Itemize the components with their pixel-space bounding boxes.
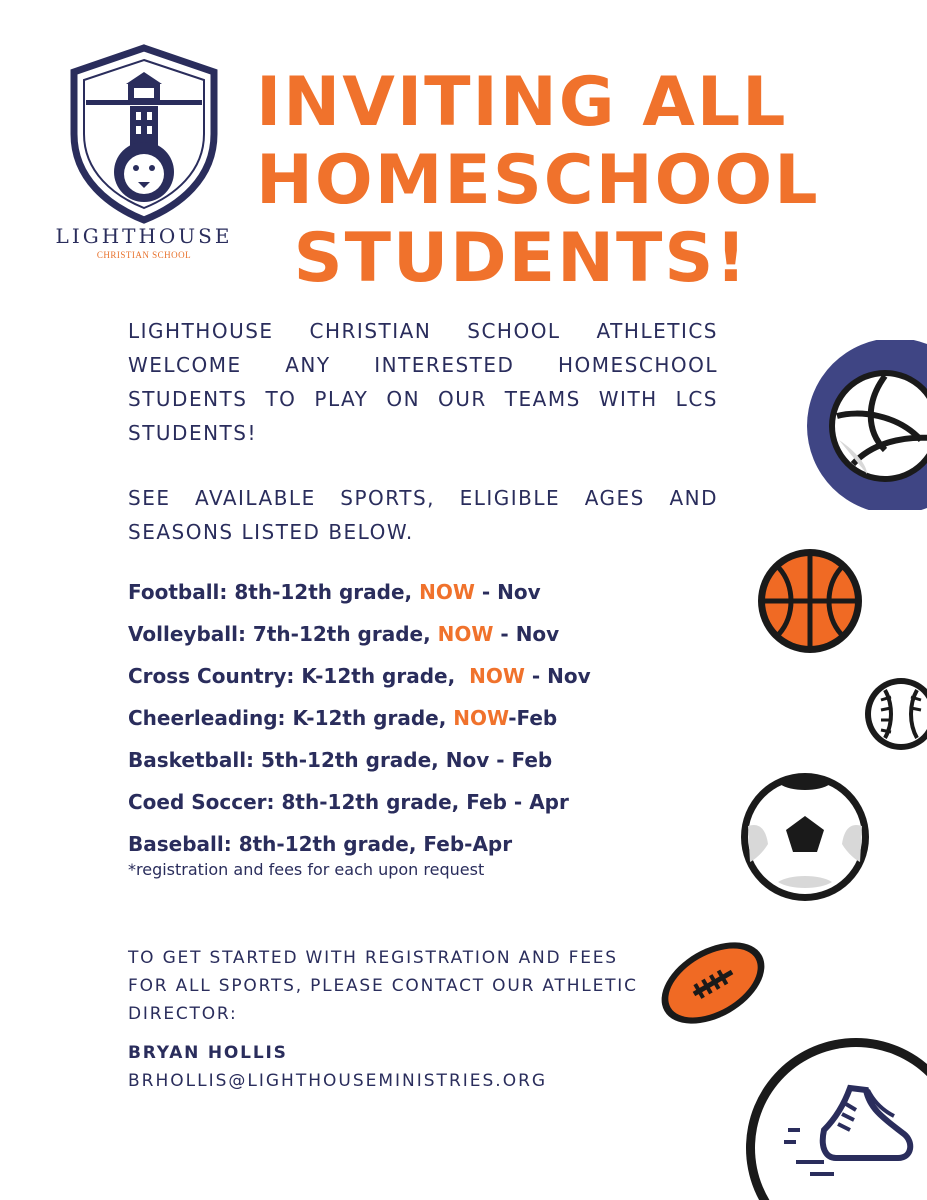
logo-name: LIGHTHOUSE	[55, 224, 233, 248]
running-shoe-icon	[738, 1030, 927, 1200]
sport-item-coed-soccer: Coed Soccer: 8th-12th grade, Feb - Apr	[128, 790, 569, 814]
baseball-icon	[859, 676, 927, 752]
contact-instructions: TO GET STARTED WITH REGISTRATION AND FEES FOR ALL SPORTS, PLEASE CONTACT OUR ATHLETIC DIRECTOR:	[128, 948, 638, 1024]
logo-subtitle: CHRISTIAN SCHOOL	[96, 250, 192, 260]
headline-line-1: INVITING ALL	[256, 63, 788, 142]
headline-line-3: STUDENTS!	[293, 219, 749, 298]
contact-email[interactable]: BRHOLLIS@LIGHTHOUSEMINISTRIES.ORG	[128, 1071, 548, 1091]
sport-item-football: Football: 8th-12th grade, NOW - Nov	[128, 580, 541, 604]
sport-item-cheerleading: Cheerleading: K-12th grade, NOW-Feb	[128, 706, 558, 730]
sport-item-basketball: Basketball: 5th-12th grade, Nov - Feb	[128, 748, 553, 772]
lighthouse-shield-icon	[64, 44, 224, 224]
sport-item-baseball: Baseball: 8th-12th grade, Feb-Apr	[128, 832, 513, 856]
sport-item-volleyball: Volleyball: 7th-12th grade, NOW - Nov	[128, 622, 560, 646]
volleyball-icon	[797, 340, 927, 510]
sport-item-cross-country: Cross Country: K-12th grade, NOW - Nov	[128, 664, 591, 688]
contact-name: BRYAN HOLLIS	[128, 1043, 288, 1063]
school-logo	[44, 44, 244, 264]
basketball-icon	[755, 546, 865, 656]
registration-note: *registration and fees for each upon request	[128, 860, 485, 879]
sports-list	[128, 574, 688, 879]
intro-paragraph: LIGHTHOUSE CHRISTIAN SCHOOL ATHLETICS WELCOME ANY INTERESTED HOMESCHOOL STUDENTS TO PLAY ON OUR TEAMS WITH LCS STUDENTS!	[128, 319, 718, 445]
sports-list-intro: SEE AVAILABLE SPORTS, ELIGIBLE AGES AND SEASONS LISTED BELOW.	[128, 486, 718, 544]
headline-line-2: HOMESCHOOL	[256, 141, 820, 220]
headline	[256, 63, 820, 298]
soccer-ball-icon	[738, 770, 872, 904]
football-icon	[655, 930, 771, 1036]
